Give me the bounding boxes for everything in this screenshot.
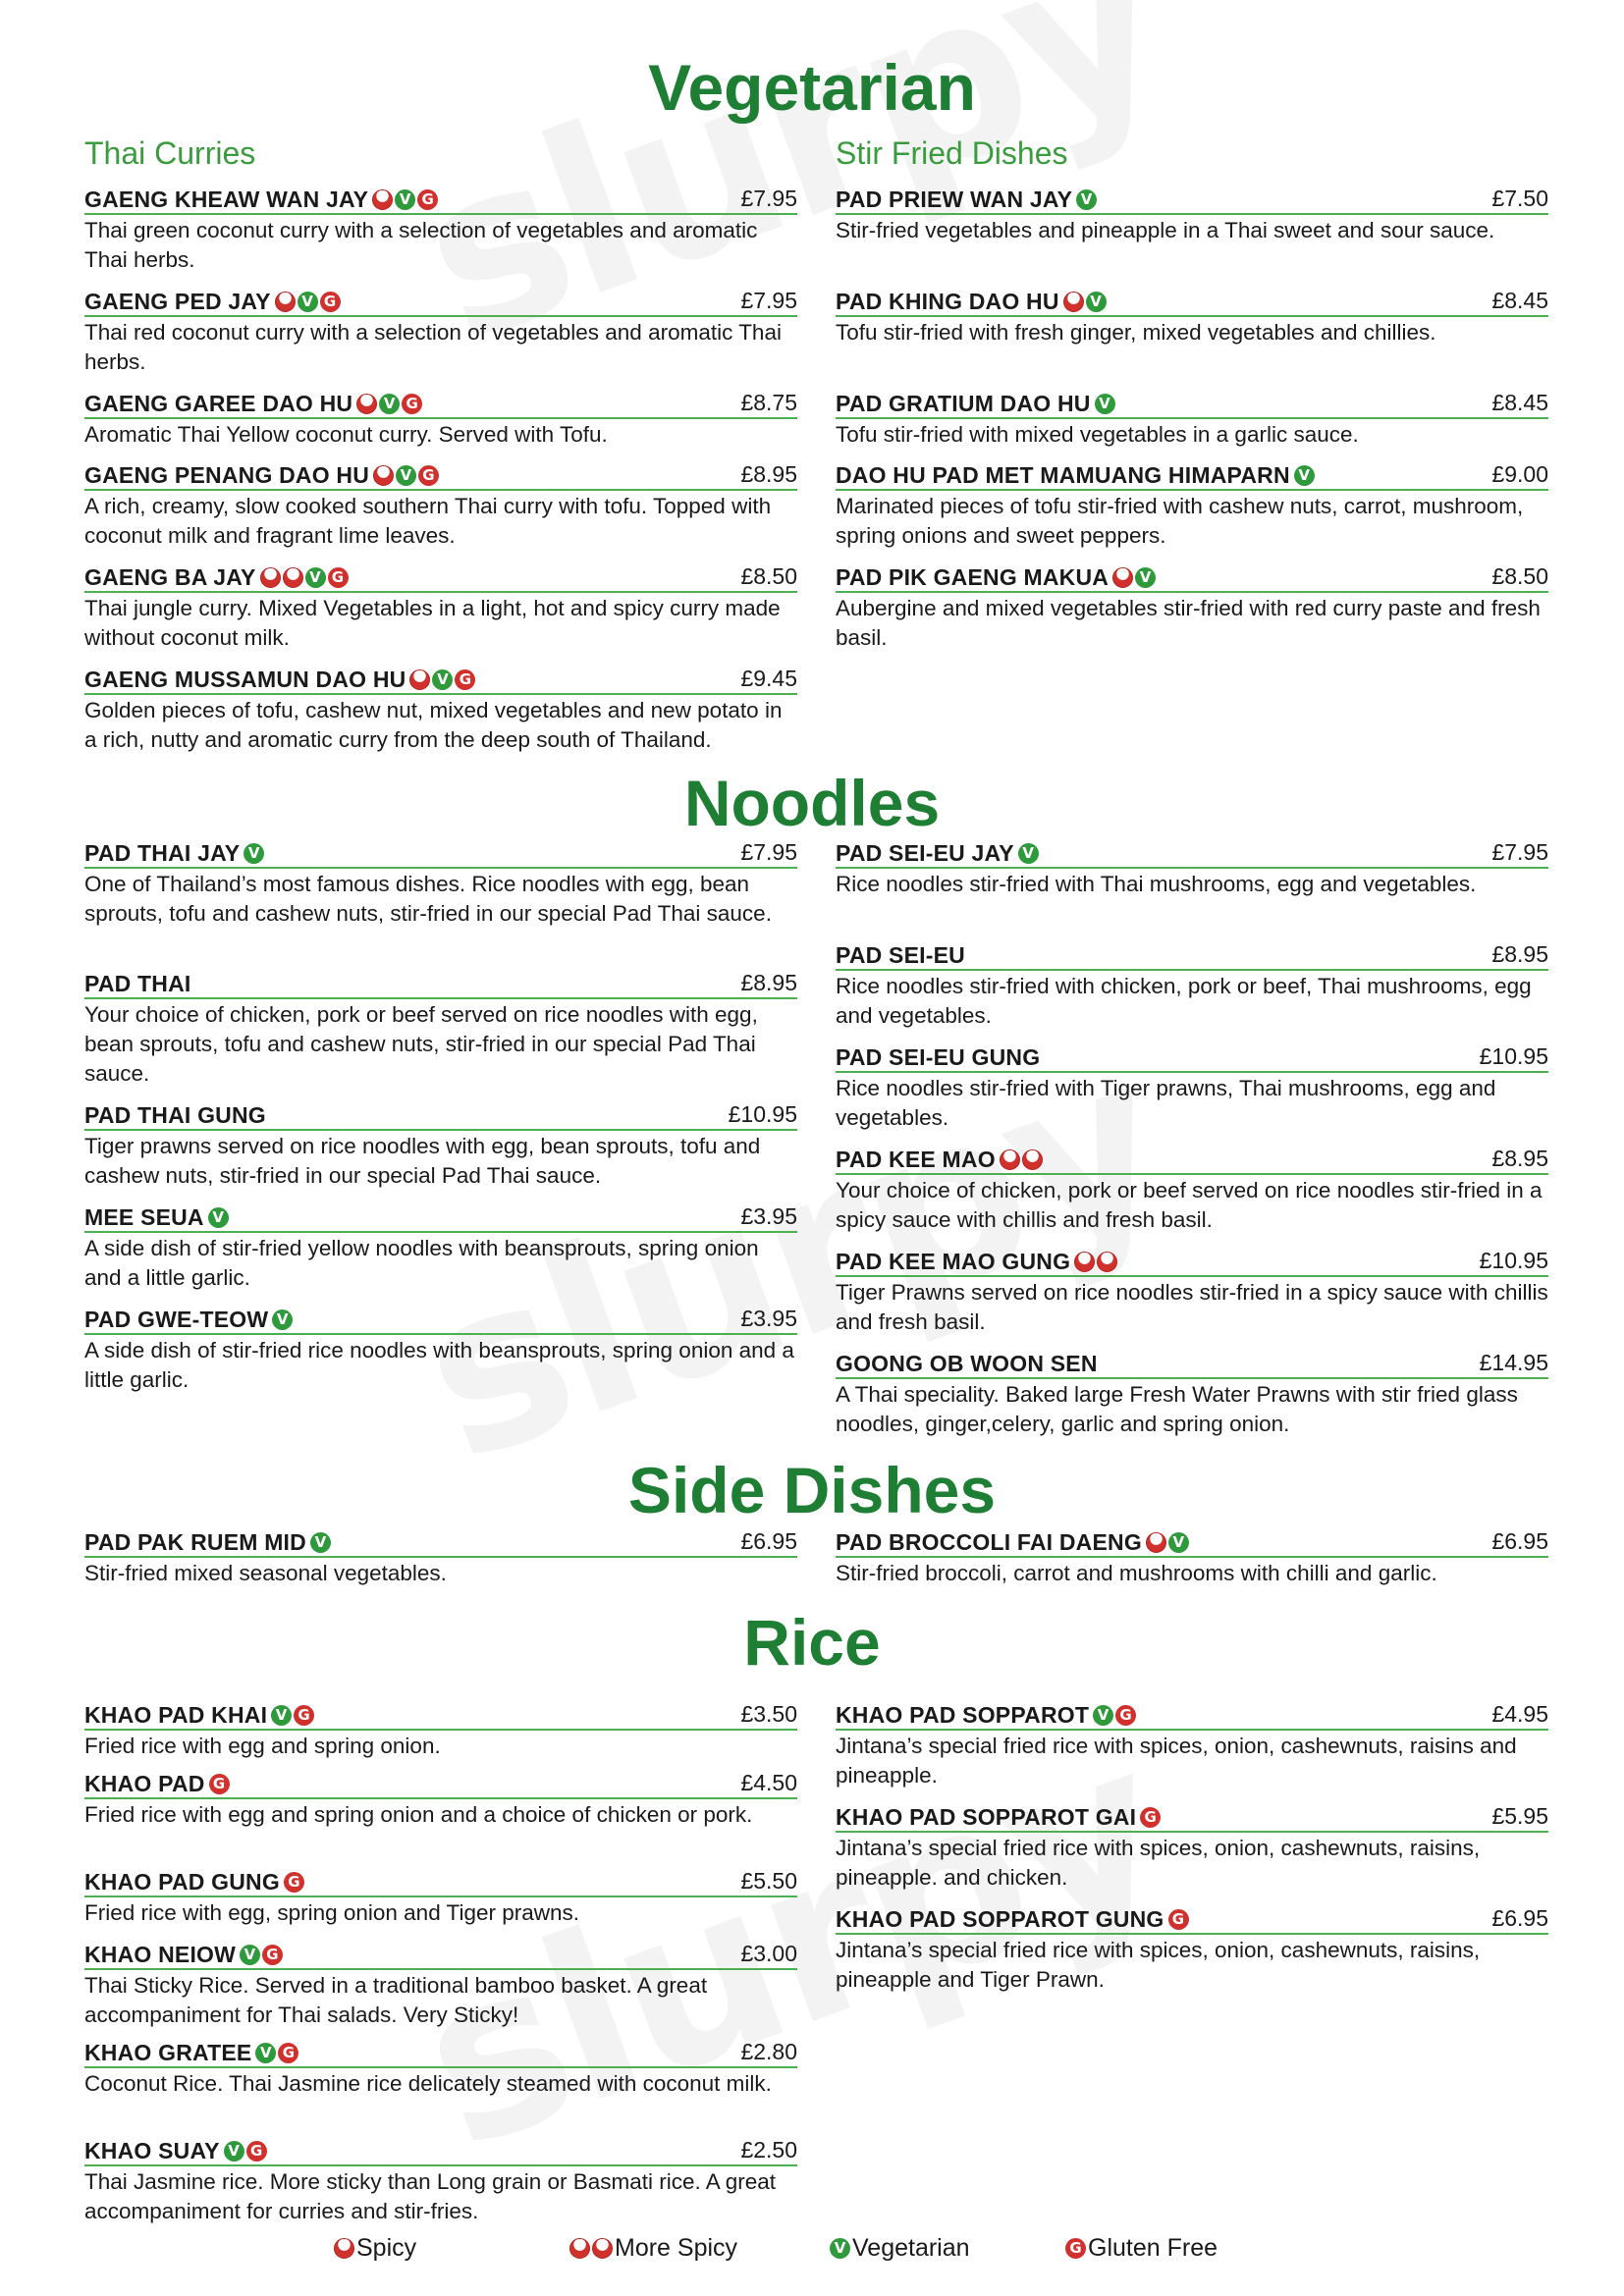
menu-item-header xyxy=(84,285,797,317)
spicy-icon xyxy=(1112,567,1133,588)
menu-item-name: PAD GRATIUM DAO HU xyxy=(836,391,1091,416)
menu-item-name-row xyxy=(84,2138,267,2164)
menu-item-name-row xyxy=(836,1044,1040,1071)
menu-item-name: MEE SEUA xyxy=(84,1204,204,1230)
menu-item-name: KHAO PAD GUNG xyxy=(84,1869,280,1895)
menu-item-name: PAD SEI-EU JAY xyxy=(836,840,1014,866)
menu-item-name: PAD THAI GUNG xyxy=(84,1102,266,1128)
menu-item-name-row xyxy=(836,564,1156,591)
menu-item-header xyxy=(84,1525,797,1558)
menu-item xyxy=(84,2036,797,2099)
menu-item-name: KHAO PAD xyxy=(84,1771,205,1796)
gluten-free-icon xyxy=(246,2141,267,2162)
menu-item-name: PAD THAI xyxy=(84,971,191,996)
menu-item-name-row xyxy=(836,289,1107,315)
spicy-icon xyxy=(356,394,377,414)
spicy-icon xyxy=(1022,1149,1043,1170)
dietary-icons xyxy=(271,1705,314,1726)
menu-item-name-row xyxy=(836,462,1315,489)
menu-item-description: Stir-fried broccoli, carrot and mushrooms with chilli and garlic. xyxy=(836,1561,1437,1585)
vegetarian-icon xyxy=(1086,292,1107,312)
menu-item-description: A side dish of stir-fried yellow noodles with beansprouts, spring onion and a little garlic. xyxy=(84,1236,759,1290)
dietary-icons xyxy=(1146,1532,1189,1553)
menu-item-description: Your choice of chicken, pork or beef served on rice noodles stir-fried in a spicy sauce with chillis and fresh basil. xyxy=(836,1178,1543,1232)
menu-item-name-row xyxy=(84,1942,283,1968)
dietary-icons xyxy=(275,292,341,312)
legend-label: Vegetarian xyxy=(852,2234,970,2262)
menu-item xyxy=(836,1041,1548,1133)
menu-item-header xyxy=(84,1767,797,1799)
menu-item xyxy=(84,1698,797,1761)
menu-item-header xyxy=(84,1938,797,1970)
menu-item-name-row xyxy=(836,1702,1136,1729)
dietary-icons xyxy=(1112,567,1156,588)
menu-item-name: KHAO PAD SOPPAROT GUNG xyxy=(836,1906,1164,1932)
menu-item-header xyxy=(836,836,1548,869)
menu-item xyxy=(836,1143,1548,1235)
vegetarian-icon xyxy=(396,465,416,486)
menu-item-name-row xyxy=(84,1307,293,1333)
menu-item-price: £8.50 xyxy=(740,563,797,589)
menu-item-header xyxy=(84,1865,797,1897)
menu-item-description: Thai Jasmine rice. More sticky than Long grain or Basmati rice. A great accompaniment for curries and stir-fries. xyxy=(84,2169,777,2223)
menu-item-description: A side dish of stir-fried rice noodles with beansprouts, spring onion and a little garlic. xyxy=(84,1338,794,1392)
dietary-icons xyxy=(208,1207,229,1228)
menu-item-name: PAD KEE MAO GUNG xyxy=(836,1249,1071,1274)
menu-item-description: A rich, creamy, slow cooked southern Thai curry with tofu. Topped with coconut milk and fragrant lime leaves. xyxy=(84,494,772,548)
spicy-icon xyxy=(409,669,430,690)
menu-item-description: Coconut Rice. Thai Jasmine rice delicately steamed with coconut milk. xyxy=(84,2071,772,2096)
dietary-icons xyxy=(224,2141,267,2162)
menu-item-name: PAD BROCCOLI FAI DAENG xyxy=(836,1529,1142,1555)
menu-item-name-row xyxy=(84,1771,230,1797)
gluten-free-icon xyxy=(1168,1909,1189,1930)
spicy-icon xyxy=(334,2238,354,2259)
vegetarian-icon xyxy=(255,2043,276,2063)
vegetarian-icon xyxy=(271,1705,292,1726)
menu-item-name: PAD GWE-TEOW xyxy=(84,1307,269,1332)
menu-item-header xyxy=(84,387,797,419)
menu-item-header xyxy=(84,458,797,491)
menu-item-header xyxy=(84,1098,797,1131)
menu-item-price: £7.95 xyxy=(740,186,797,211)
legend-item-spicy xyxy=(334,2234,569,2263)
menu-item-description: Marinated pieces of tofu stir-fried with cashew nuts, carrot, mushroom, spring onions and sweet peppers. xyxy=(836,494,1524,548)
dietary-icons xyxy=(1168,1909,1189,1930)
menu-item xyxy=(836,1698,1548,1790)
dietary-icons xyxy=(1140,1807,1161,1828)
menu-item-price: £6.95 xyxy=(740,1528,797,1554)
gluten-free-icon xyxy=(1115,1705,1136,1726)
menu-item-name: KHAO PAD SOPPAROT GAI xyxy=(836,1804,1137,1830)
dietary-icons xyxy=(373,465,439,486)
menu-item-name: DAO HU PAD MET MAMUANG HIMAPARN xyxy=(836,462,1290,488)
menu-item-name-row xyxy=(84,1869,304,1896)
menu-item-header xyxy=(836,561,1548,593)
menu-item-description: One of Thailand’s most famous dishes. Rice noodles with egg, bean sprouts, tofu and cashew nuts, stir-fried in our special Pad Thai sauce. xyxy=(84,872,772,926)
menu-item-price: £8.50 xyxy=(1491,563,1548,589)
menu-item xyxy=(84,183,797,275)
vegetarian-icon xyxy=(432,669,453,690)
menu-item-price: £7.95 xyxy=(740,288,797,313)
menu-item-header xyxy=(84,663,797,695)
menu-item xyxy=(836,1525,1548,1588)
menu-item-description: Tofu stir-fried with fresh ginger, mixed vegetables and chillies. xyxy=(836,320,1436,345)
menu-item-name-row xyxy=(84,1102,266,1129)
menu-item xyxy=(836,1902,1548,1995)
gluten-free-icon xyxy=(455,669,475,690)
menu-item-header xyxy=(84,836,797,869)
menu-item-price: £8.95 xyxy=(740,970,797,995)
dietary-icons xyxy=(284,1872,304,1893)
menu-item-name: GAENG MUSSAMUN DAO HU xyxy=(84,667,406,692)
menu-item-header xyxy=(836,1525,1548,1558)
menu-item-name-row xyxy=(836,1351,1098,1377)
menu-item-description: Thai red coconut curry with a selection of vegetables and aromatic Thai herbs. xyxy=(84,320,782,374)
dietary-icons xyxy=(1093,1705,1136,1726)
legend-item-vegetarian xyxy=(830,2234,1065,2263)
menu-item-header xyxy=(84,1698,797,1731)
vegetarian-icon xyxy=(395,189,415,210)
menu-item xyxy=(84,1938,797,2030)
vegetarian-icon xyxy=(244,843,264,864)
vegetarian-icon xyxy=(1095,394,1115,414)
menu-item-description: Jintana’s special fried rice with spices, onion, cashewnuts, raisins and pineapple. xyxy=(836,1734,1517,1788)
menu-item xyxy=(836,1800,1548,1893)
menu-item-description: A Thai speciality. Baked large Fresh Water Prawns with stir fried glass noodles, ginger,celery, garlic and spring onion. xyxy=(836,1382,1518,1436)
menu-item xyxy=(836,836,1548,899)
menu-item-name: KHAO PAD KHAI xyxy=(84,1702,268,1728)
menu-item-name: PAD PAK RUEM MID xyxy=(84,1529,306,1555)
spicy-icon xyxy=(1146,1532,1166,1553)
menu-item-description: Tofu stir-fried with mixed vegetables in a garlic sauce. xyxy=(836,422,1359,447)
menu-item-name-row xyxy=(836,391,1115,417)
spicy-icon xyxy=(372,189,393,210)
gluten-free-icon xyxy=(417,189,438,210)
legend-label: More Spicy xyxy=(615,2234,738,2262)
spicy-icon xyxy=(1063,292,1084,312)
menu-item-name: PAD KEE MAO xyxy=(836,1147,996,1172)
legend-label: Gluten Free xyxy=(1088,2234,1218,2262)
menu-item-header xyxy=(84,183,797,215)
dietary-icons xyxy=(1294,465,1315,486)
menu-item-name: KHAO GRATEE xyxy=(84,2040,252,2065)
legend-item-gluten-free xyxy=(1065,2234,1218,2263)
menu-item-price: £10.95 xyxy=(728,1101,797,1127)
menu-item-description: Thai Sticky Rice. Served in a traditional bamboo basket. A great accompaniment for Thai salads. Very Sticky! xyxy=(84,1973,708,2027)
gluten-free-icon xyxy=(402,394,422,414)
menu-item-header xyxy=(84,1303,797,1335)
legend-item-more-spicy xyxy=(569,2234,830,2263)
dietary-icons xyxy=(356,394,422,414)
menu-item xyxy=(836,458,1548,551)
menu-item-description: Thai green coconut curry with a selection of vegetables and aromatic Thai herbs. xyxy=(84,218,758,272)
menu-item xyxy=(84,1201,797,1293)
menu-item-description: Jintana’s special fried rice with spices, onion, cashewnuts, raisins, pineapple. and chicken. xyxy=(836,1836,1481,1890)
menu-item-header xyxy=(84,1201,797,1233)
menu-item-name-row xyxy=(84,1204,229,1231)
menu-item-name: GAENG BA JAY xyxy=(84,564,256,590)
menu-item-price: £10.95 xyxy=(1479,1248,1548,1273)
menu-item-price: £6.95 xyxy=(1491,1528,1548,1554)
menu-item-name-row xyxy=(84,840,264,867)
menu-item-price: £8.95 xyxy=(1491,1146,1548,1171)
menu-item-name-row xyxy=(84,462,439,489)
spicy-icon xyxy=(1000,1149,1020,1170)
menu-item xyxy=(84,967,797,1089)
menu-item-name: PAD PRIEW WAN JAY xyxy=(836,187,1073,212)
menu-item-price: £3.95 xyxy=(740,1203,797,1229)
menu-item-description: Fried rice with egg and spring onion. xyxy=(84,1734,441,1758)
dietary-icons xyxy=(1018,843,1039,864)
menu-item-name-row xyxy=(84,971,191,997)
spicy-icon xyxy=(283,567,303,588)
menu-item-price: £8.75 xyxy=(740,390,797,415)
gluten-free-icon xyxy=(418,465,439,486)
menu-item-price: £6.95 xyxy=(1491,1905,1548,1931)
gluten-free-icon xyxy=(294,1705,314,1726)
menu-item xyxy=(84,1767,797,1830)
menu-item-price: £3.95 xyxy=(740,1306,797,1331)
menu-item-description: Fried rice with egg and spring onion and a choice of chicken or pork. xyxy=(84,1802,753,1827)
menu-item-header xyxy=(836,458,1548,491)
menu-item xyxy=(84,663,797,755)
menu-item-description: Aubergine and mixed vegetables stir-fried with red curry paste and fresh basil. xyxy=(836,596,1541,650)
menu-item-name: GAENG KHEAW WAN JAY xyxy=(84,187,369,212)
dietary-icons xyxy=(260,567,349,588)
menu-item-name: PAD KHING DAO HU xyxy=(836,289,1059,314)
dietary-icons xyxy=(409,669,475,690)
gluten-free-icon xyxy=(262,1945,283,1965)
menu-item-name-row xyxy=(84,391,422,417)
spicy-icon xyxy=(1074,1252,1095,1272)
menu-item-name: GAENG GAREE DAO HU xyxy=(84,391,353,416)
menu-item-name-row xyxy=(84,2040,298,2066)
menu-item-name: GAENG PENANG DAO HU xyxy=(84,462,370,488)
menu-item-name: PAD THAI JAY xyxy=(84,840,241,866)
menu-item-price: £9.00 xyxy=(1491,461,1548,487)
menu-item xyxy=(84,285,797,377)
menu-item-name: KHAO SUAY xyxy=(84,2138,220,2163)
menu-item-name-row xyxy=(836,1804,1161,1831)
menu-item xyxy=(836,183,1548,245)
gluten-free-icon xyxy=(284,1872,304,1893)
section-title-side-dishes: Side Dishes xyxy=(627,1454,997,1526)
menu-item-name-row xyxy=(84,1529,331,1556)
menu-item-name: GAENG PED JAY xyxy=(84,289,271,314)
menu-item-header xyxy=(836,1800,1548,1833)
menu-item-header xyxy=(836,1245,1548,1277)
menu-item-header xyxy=(836,938,1548,971)
subheading-stir-fried: Stir Fried Dishes xyxy=(836,135,1068,171)
gluten-free-icon xyxy=(209,1774,230,1794)
menu-item xyxy=(836,938,1548,1031)
vegetarian-icon xyxy=(1135,567,1156,588)
menu-item-name-row xyxy=(836,1906,1189,1933)
menu-item-price: £8.95 xyxy=(1491,941,1548,967)
menu-item-price: £5.95 xyxy=(1491,1803,1548,1829)
menu-item-description: Stir-fried vegetables and pineapple in a Thai sweet and sour sauce. xyxy=(836,218,1495,242)
vegetarian-icon xyxy=(379,394,400,414)
menu-item-price: £3.50 xyxy=(740,1701,797,1727)
vegetarian-icon xyxy=(298,292,318,312)
menu-item xyxy=(84,1303,797,1395)
menu-item-description: Tiger Prawns served on rice noodles stir-fried in a spicy sauce with chillis and fresh basil. xyxy=(836,1280,1548,1334)
gluten-free-icon xyxy=(1140,1807,1161,1828)
dietary-icons xyxy=(372,189,438,210)
dietary-icons xyxy=(240,1945,283,1965)
vegetarian-icon xyxy=(1294,465,1315,486)
menu-item-name: PAD SEI-EU xyxy=(836,942,965,968)
dietary-icons xyxy=(1076,189,1097,210)
menu-item-header xyxy=(84,967,797,999)
menu-item-name-row xyxy=(84,289,341,315)
menu-item-header xyxy=(836,1041,1548,1073)
spicy-icon xyxy=(1097,1252,1117,1272)
menu-item-name-row xyxy=(836,840,1039,867)
menu-item xyxy=(84,458,797,551)
vegetarian-icon xyxy=(830,2238,850,2259)
menu-item-header xyxy=(836,1902,1548,1935)
menu-item-name-row xyxy=(836,942,965,969)
menu-item-name: KHAO NEIOW xyxy=(84,1942,237,1967)
menu-item-price: £7.95 xyxy=(1491,839,1548,865)
menu-item-price: £2.50 xyxy=(740,2137,797,2163)
menu-item xyxy=(836,285,1548,347)
dietary-icons xyxy=(1063,292,1107,312)
menu-item xyxy=(836,387,1548,450)
gluten-free-icon xyxy=(1065,2238,1086,2259)
menu-item xyxy=(84,1098,797,1191)
dietary-icons xyxy=(244,843,264,864)
menu-item xyxy=(84,1865,797,1928)
spicy-icon xyxy=(592,2238,613,2259)
vegetarian-icon xyxy=(305,567,326,588)
vegetarian-icon xyxy=(1018,843,1039,864)
dietary-icons xyxy=(209,1774,230,1794)
menu-item-description: Jintana’s special fried rice with spices, onion, cashewnuts, raisins, pineapple and Tiger Prawn. xyxy=(836,1938,1481,1992)
menu-item-name-row xyxy=(836,187,1097,213)
menu-item xyxy=(836,1347,1548,1439)
menu-item-price: £5.50 xyxy=(740,1868,797,1894)
menu-item-name-row xyxy=(84,564,349,591)
menu-item-name: GOONG OB WOON SEN xyxy=(836,1351,1098,1376)
spicy-icon xyxy=(260,567,281,588)
dietary-icons xyxy=(272,1309,293,1330)
menu-item-header xyxy=(836,1143,1548,1175)
menu-item-price: £14.95 xyxy=(1479,1350,1548,1375)
menu-item-header xyxy=(836,1698,1548,1731)
dietary-icons xyxy=(1095,394,1115,414)
vegetarian-icon xyxy=(208,1207,229,1228)
vegetarian-icon xyxy=(272,1309,293,1330)
menu-item-name-row xyxy=(84,1702,314,1729)
menu-item-price: £8.95 xyxy=(740,461,797,487)
dietary-icons xyxy=(1074,1252,1117,1272)
menu-item-price: £2.80 xyxy=(740,2039,797,2064)
menu-item-price: £8.45 xyxy=(1491,390,1548,415)
vegetarian-icon xyxy=(1076,189,1097,210)
menu-item-header xyxy=(84,561,797,593)
menu-item-price: £8.45 xyxy=(1491,288,1548,313)
spicy-icon xyxy=(275,292,296,312)
vegetarian-icon xyxy=(1168,1532,1189,1553)
menu-item-description: Rice noodles stir-fried with Tiger prawns, Thai mushrooms, egg and vegetables. xyxy=(836,1076,1496,1130)
vegetarian-icon xyxy=(224,2141,244,2162)
menu-item-name: KHAO PAD SOPPAROT xyxy=(836,1702,1090,1728)
menu-item-description: Golden pieces of tofu, cashew nut, mixed vegetables and new potato in a rich, nutty and aromatic curry from the deep south of Thailand. xyxy=(84,698,783,752)
menu-item-name: PAD PIK GAENG MAKUA xyxy=(836,564,1110,590)
menu-item-price: £4.50 xyxy=(740,1770,797,1795)
section-title-rice: Rice xyxy=(743,1606,881,1679)
menu-item-price: £9.45 xyxy=(740,666,797,691)
menu-item xyxy=(84,1525,797,1588)
menu-item xyxy=(836,561,1548,653)
menu-item-header xyxy=(836,183,1548,215)
menu-item-price: £7.95 xyxy=(740,839,797,865)
legend xyxy=(334,2234,1276,2263)
menu-item xyxy=(836,1245,1548,1337)
menu-item xyxy=(84,2134,797,2226)
menu-item-header xyxy=(84,2134,797,2166)
menu-item-description: Thai jungle curry. Mixed Vegetables in a light, hot and spicy curry made without coconut milk. xyxy=(84,596,781,650)
menu-item-price: £7.50 xyxy=(1491,186,1548,211)
legend-label: Spicy xyxy=(356,2234,417,2262)
menu-item-description: Rice noodles stir-fried with Thai mushrooms, egg and vegetables. xyxy=(836,872,1477,896)
vegetarian-icon xyxy=(240,1945,260,1965)
gluten-free-icon xyxy=(278,2043,298,2063)
spicy-icon xyxy=(373,465,394,486)
menu-item-header xyxy=(836,387,1548,419)
vegetarian-icon xyxy=(310,1532,331,1553)
menu-item-description: Your choice of chicken, pork or beef served on rice noodles with egg, bean sprouts, tofu and cashew nuts, stir-fried in our special Pad Thai sauce. xyxy=(84,1002,758,1086)
vegetarian-icon xyxy=(1093,1705,1113,1726)
menu-item-description: Aromatic Thai Yellow coconut curry. Served with Tofu. xyxy=(84,422,608,447)
menu-item-name-row xyxy=(84,187,438,213)
gluten-free-icon xyxy=(320,292,341,312)
menu-item-description: Rice noodles stir-fried with chicken, pork or beef, Thai mushrooms, egg and vegetables. xyxy=(836,974,1532,1028)
menu-item-description: Stir-fried mixed seasonal vegetables. xyxy=(84,1561,447,1585)
section-title-noodles: Noodles xyxy=(683,767,941,839)
menu-item xyxy=(84,561,797,653)
section-title-vegetarian: Vegetarian xyxy=(648,51,976,124)
menu-item-price: £3.00 xyxy=(740,1941,797,1966)
menu-item-price: £10.95 xyxy=(1479,1043,1548,1069)
menu-item-name: PAD SEI-EU GUNG xyxy=(836,1044,1041,1070)
menu-item-name-row xyxy=(836,1529,1189,1556)
menu-item-name-row xyxy=(836,1147,1043,1173)
gluten-free-icon xyxy=(328,567,349,588)
dietary-icons xyxy=(255,2043,298,2063)
dietary-icons xyxy=(310,1532,331,1553)
menu-item-header xyxy=(84,2036,797,2068)
menu-item-name-row xyxy=(84,667,475,693)
menu-item xyxy=(84,836,797,929)
menu-item-description: Tiger prawns served on rice noodles with egg, bean sprouts, tofu and cashew nuts, stir-fried in our special Pad Thai sauce. xyxy=(84,1134,761,1188)
menu-item-price: £4.95 xyxy=(1491,1701,1548,1727)
spicy-icon xyxy=(569,2238,590,2259)
dietary-icons xyxy=(1000,1149,1043,1170)
subheading-thai-curries: Thai Curries xyxy=(84,135,256,171)
menu-item-description: Fried rice with egg, spring onion and Tiger prawns. xyxy=(84,1900,580,1925)
menu-item-header xyxy=(836,285,1548,317)
menu-item-name-row xyxy=(836,1249,1117,1275)
menu-item xyxy=(84,387,797,450)
menu-item-header xyxy=(836,1347,1548,1379)
